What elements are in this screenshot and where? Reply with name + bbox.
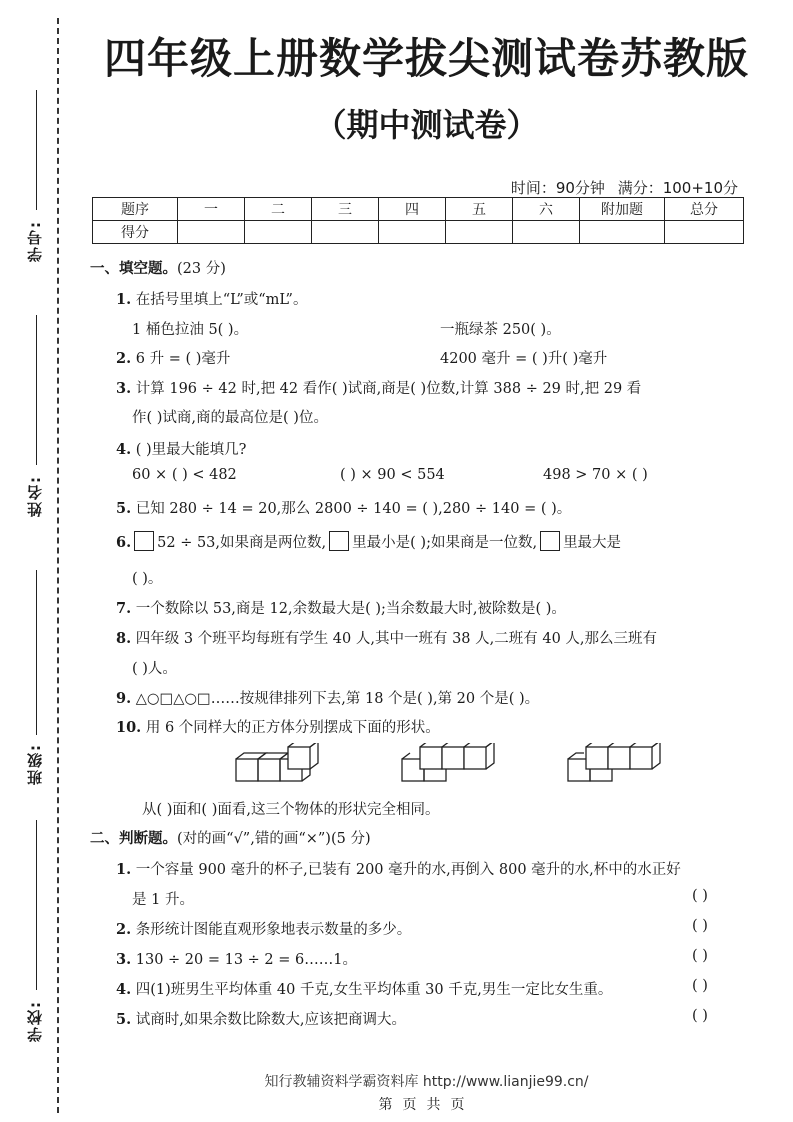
cell-part-6: 六 — [513, 198, 580, 221]
question-9 — [116, 687, 539, 708]
judge-item-4 — [116, 978, 612, 999]
question-text: 条形统计图能直观形象地表示数量的多少。 — [135, 922, 412, 938]
page-title: 四年级上册数学拔尖测试卷苏教版 — [103, 34, 749, 83]
question-1b: 一瓶绿茶 250( )。 — [440, 322, 561, 338]
school-field — [18, 815, 48, 1045]
question-number: 1. — [116, 861, 132, 878]
question-text: 用 6 个同样大的正方体分别摆成下面的形状。 — [145, 720, 440, 736]
time-limit: 时间：90分钟 — [510, 179, 605, 197]
question-3 — [116, 377, 641, 398]
class-label: 班级: — [26, 743, 44, 785]
cube-figure-2 — [400, 743, 506, 789]
answer-parentheses[interactable]: ( ) — [692, 978, 708, 994]
answer-parentheses[interactable]: ( ) — [692, 1008, 708, 1024]
question-text: 在括号里填上“L”或“mL”。 — [135, 292, 308, 308]
judge-item-3 — [116, 948, 357, 969]
section-1-heading — [90, 257, 226, 278]
question-4c: 498 > 70 × ( ) — [543, 467, 648, 483]
question-6-line2: ( )。 — [132, 571, 163, 587]
section-1-points: (23 分) — [177, 261, 226, 277]
cell-part-4: 四 — [379, 198, 446, 221]
footer-source: 知行教辅资料学霸资料库 http://www.lianjie99.cn/ — [264, 1074, 589, 1090]
blank-box[interactable] — [134, 531, 154, 551]
score-cell[interactable] — [513, 221, 580, 244]
question-4a: 60 × ( ) < 482 — [132, 467, 237, 483]
question-number: 5. — [116, 500, 132, 517]
page-number: 第页共页 — [378, 1097, 475, 1113]
cube-figure-1 — [234, 743, 330, 789]
question-number: 9. — [116, 690, 132, 707]
score-cell[interactable] — [379, 221, 446, 244]
question-10-answer: 从( )面和( )面看,这三个物体的形状完全相同。 — [142, 802, 440, 818]
judge-item-1-line2: 是 1 升。 — [132, 892, 194, 908]
cell-question-no: 题序 — [93, 198, 178, 221]
student-id-label: 学号: — [26, 220, 44, 262]
name-label: 姓名: — [26, 475, 44, 517]
name-line — [36, 315, 37, 465]
question-text: 52 ÷ 53,如果商是两位数, — [157, 535, 327, 551]
judge-item-1 — [116, 858, 681, 879]
name-field — [18, 310, 48, 530]
question-5 — [116, 497, 571, 518]
question-1a: 1 桶色拉油 5( )。 — [132, 322, 249, 338]
question-2a — [116, 347, 230, 368]
blank-box[interactable] — [540, 531, 560, 551]
blank-box[interactable] — [329, 531, 349, 551]
cell-bonus: 附加题 — [580, 198, 665, 221]
question-text: 一个数除以 53,商是 12,余数最大是( );当余数最大时,被除数是( )。 — [135, 601, 566, 617]
page-subtitle: （期中测试卷） — [314, 106, 539, 144]
question-2b: 4200 毫升 = ( )升( )毫升 — [440, 351, 608, 367]
section-2-instructions: (对的画“√”,错的画“×”)(5 分) — [177, 831, 371, 847]
school-line — [36, 820, 37, 990]
question-text: 6 升 = ( )毫升 — [135, 351, 231, 367]
judge-item-5 — [116, 1008, 406, 1029]
cell-part-5: 五 — [446, 198, 513, 221]
question-text: 计算 196 ÷ 42 时,把 42 看作( )试商,商是( )位数,计算 388 ÷ 29 时,把 29 看 — [135, 381, 642, 397]
question-7 — [116, 597, 566, 618]
question-number: 1. — [116, 291, 132, 308]
section-2-title: 二、判断题。 — [90, 831, 177, 847]
question-text: 四年级 3 个班平均每班有学生 40 人,其中一班有 38 人,二班有 40 人,那么三班有 — [135, 631, 658, 647]
answer-parentheses[interactable]: ( ) — [692, 888, 708, 904]
question-text: 已知 280 ÷ 14 = 20,那么 2800 ÷ 140 = ( ),280 ÷ 140 = ( )。 — [135, 501, 572, 517]
score-cell[interactable] — [665, 221, 744, 244]
exam-info — [503, 177, 738, 198]
question-number: 3. — [116, 951, 132, 968]
score-cell[interactable] — [245, 221, 312, 244]
cell-part-3: 三 — [312, 198, 379, 221]
question-number: 3. — [116, 380, 132, 397]
student-id-line — [36, 90, 37, 210]
question-text: 四(1)班男生平均体重 40 千克,女生平均体重 30 千克,男生一定比女生重。 — [135, 982, 613, 998]
question-number: 10. — [116, 719, 142, 736]
question-6 — [116, 531, 621, 552]
answer-parentheses[interactable]: ( ) — [692, 918, 708, 934]
score-cell[interactable] — [312, 221, 379, 244]
score-cell[interactable] — [446, 221, 513, 244]
school-label: 学校: — [26, 1000, 44, 1042]
full-score: 满分：100+10分 — [617, 179, 738, 197]
question-text: 试商时,如果余数比除数大,应该把商调大。 — [135, 1012, 406, 1028]
question-number: 5. — [116, 1011, 132, 1028]
question-number: 4. — [116, 981, 132, 998]
question-text: ( )里最大能填几? — [135, 442, 247, 458]
class-line — [36, 570, 37, 735]
cell-total: 总分 — [665, 198, 744, 221]
question-1 — [116, 288, 307, 309]
class-field — [18, 565, 48, 795]
cube-figure-3 — [566, 743, 672, 789]
question-number: 2. — [116, 921, 132, 938]
question-3-line2: 作( )试商,商的最高位是( )位。 — [132, 410, 328, 426]
section-1-title: 一、填空题。 — [90, 261, 177, 277]
question-4b: ( ) × 90 < 554 — [340, 467, 445, 483]
question-text: 一个容量 900 毫升的杯子,已装有 200 毫升的水,再倒入 800 毫升的水,杯中的水正好 — [135, 862, 681, 878]
score-table-header-row — [93, 198, 744, 221]
question-number: 6. — [116, 534, 132, 551]
question-number: 4. — [116, 441, 132, 458]
question-10 — [116, 716, 440, 737]
question-8 — [116, 627, 657, 648]
question-text: 130 ÷ 20 = 13 ÷ 2 = 6……1。 — [135, 952, 357, 968]
question-text: 里最小是( );如果商是一位数, — [352, 535, 538, 551]
question-4 — [116, 438, 246, 459]
question-text: △○□△○□……按规律排列下去,第 18 个是( ),第 20 个是( )。 — [135, 691, 540, 707]
score-table — [92, 197, 744, 244]
answer-parentheses[interactable]: ( ) — [692, 948, 708, 964]
cell-part-2: 二 — [245, 198, 312, 221]
binding-dashed-line — [57, 18, 59, 1113]
score-cell[interactable] — [580, 221, 665, 244]
judge-item-2 — [116, 918, 411, 939]
question-number: 8. — [116, 630, 132, 647]
section-2-heading — [90, 827, 371, 848]
student-id-field — [18, 80, 48, 280]
score-cell[interactable] — [178, 221, 245, 244]
question-8-line2: ( )人。 — [132, 661, 177, 677]
question-text: 里最大是 — [563, 535, 622, 551]
cell-score-label: 得分 — [93, 221, 178, 244]
score-table-score-row — [93, 221, 744, 244]
question-number: 7. — [116, 600, 132, 617]
cell-part-1: 一 — [178, 198, 245, 221]
question-number: 2. — [116, 350, 132, 367]
